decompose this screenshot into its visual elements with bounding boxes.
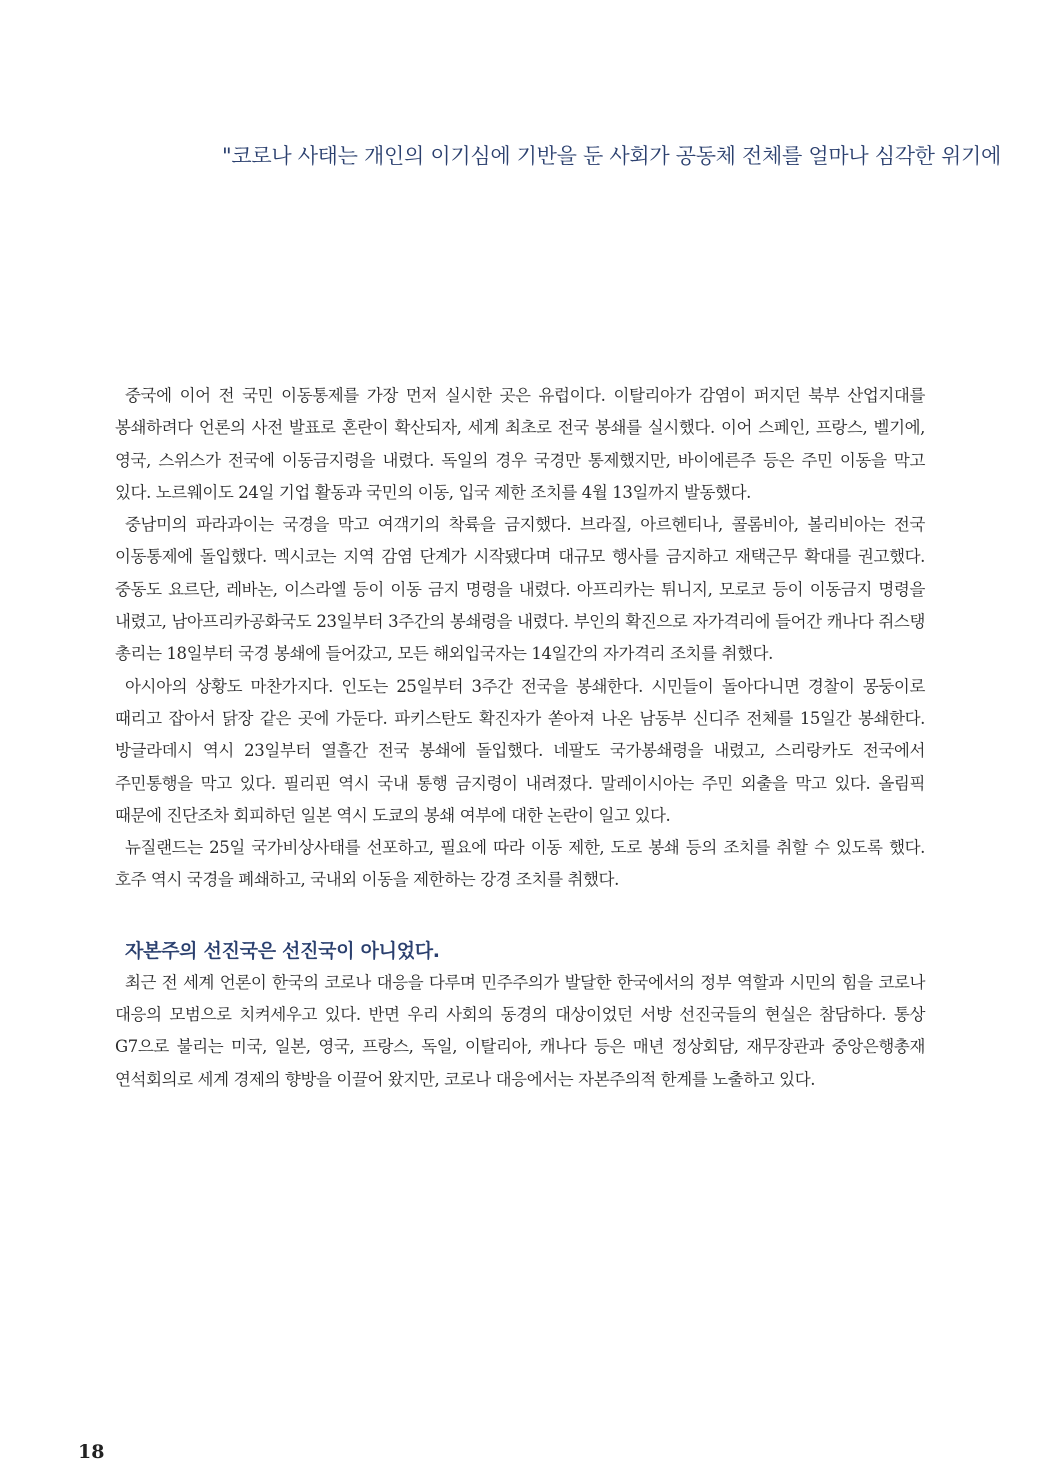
paragraph-oceania: 뉴질랜드는 25일 국가비상사태를 선포하고, 필요에 따라 이동 제한, 도로 봉쇄 등의 조치를 취할 수 있도록 했다. 호주 역시 국경을 폐쇄하고, 국내외 이동을 제한하는 강경 조치를 취했다.	[115, 838, 925, 890]
paragraph-g7: 최근 전 세계 언론이 한국의 코로나 대응을 다루며 민주주의가 발달한 한국에서의 정부 역할과 시민의 힘을 코로나 대응의 모범으로 치켜세우고 있다. 반면 우리 사회의 동경의 대상이었던 서방 선진국들의 현실은 참담하다. 통상 G7으로 불리는 미국, 일본, 영국, 프랑스, 독일, 이탈리아, 캐나다 등은 매년 정상회담, 재무장관과 중앙은행총재 연석회의로 세계 경제의 향방을 이끌어 왔지만, 코로나 대응에서는 자본주의적 한계를 노출하고 있다.	[115, 972, 925, 1089]
page-number: 18	[78, 1441, 105, 1463]
paragraph-asia: 아시아의 상황도 마찬가지다. 인도는 25일부터 3주간 전국을 봉쇄한다. 시민들이 돌아다니면 경찰이 몽둥이로 때리고 잡아서 닭장 같은 곳에 가둔다. 파키스탄도 확진자가 쏟아져 나온 남동부 신디주 전체를 15일간 봉쇄한다. 방글라데시 역시 23일부터 열흘간 전국 봉쇄에 돌입했다. 네팔도 국가봉쇄령을 내렸고, 스리랑카도 전국에서 주민통행을 막고 있다. 필리핀 역시 국내 통행 금지령이 내려졌다. 말레이시아는 주민 외출을 막고 있다. 올림픽 때문에 진단조차 회피하던 일본 역시 도쿄의 봉쇄 여부에 대한 논란이 일고 있다.	[115, 676, 925, 825]
paragraph-americas-middle-east-africa: 중남미의 파라과이는 국경을 막고 여객기의 착륙을 금지했다. 브라질, 아르헨티나, 콜롬비아, 볼리비아는 전국 이동통제에 돌입했다. 멕시코는 지역 감염 단계가 시작됐다며 대규모 행사를 금지하고 재택근무 확대를 권고했다. 중동도 요르단, 레바논, 이스라엘 등이 이동 금지 명령을 내렸다. 아프리카는 튀니지, 모로코 등이 이동금지 명령을 내렸고, 남아프리카공화국도 23일부터 3주간의 봉쇄령을 내렸다. 부인의 확진으로 자가격리에 들어간 캐나다 쥐스탱 총리는 18일부터 국경 봉쇄에 들어갔고, 모든 해외입국자는 14일간의 자가격리 조치를 취했다.	[115, 515, 925, 664]
paragraph-europe: 중국에 이어 전 국민 이동통제를 가장 먼저 실시한 곳은 유럽이다. 이탈리아가 감염이 퍼지던 북부 산업지대를 봉쇄하려다 언론의 사전 발표로 혼란이 확산되자, 세계 최초로 전국 봉쇄를 실시했다. 이어 스페인, 프랑스, 벨기에, 영국, 스위스가 전국에 이동금지령을 내렸다. 독일의 경우 국경만 통제했지만, 바이에른주 등은 주민 이동을 막고 있다. 노르웨이도 24일 기업 활동과 국민의 이동, 입국 제한 조치를 4월 13일까지 발동했다.	[115, 386, 925, 502]
pull-quote: "코로나 사태는 개인의 이기심에 기반을 둔 사회가 공동체 전체를 얼마나 심각한 위기에	[222, 144, 1001, 168]
section-heading: 자본주의 선진국은 선진국이 아니었다.	[125, 939, 440, 962]
article-body	[115, 380, 925, 1096]
